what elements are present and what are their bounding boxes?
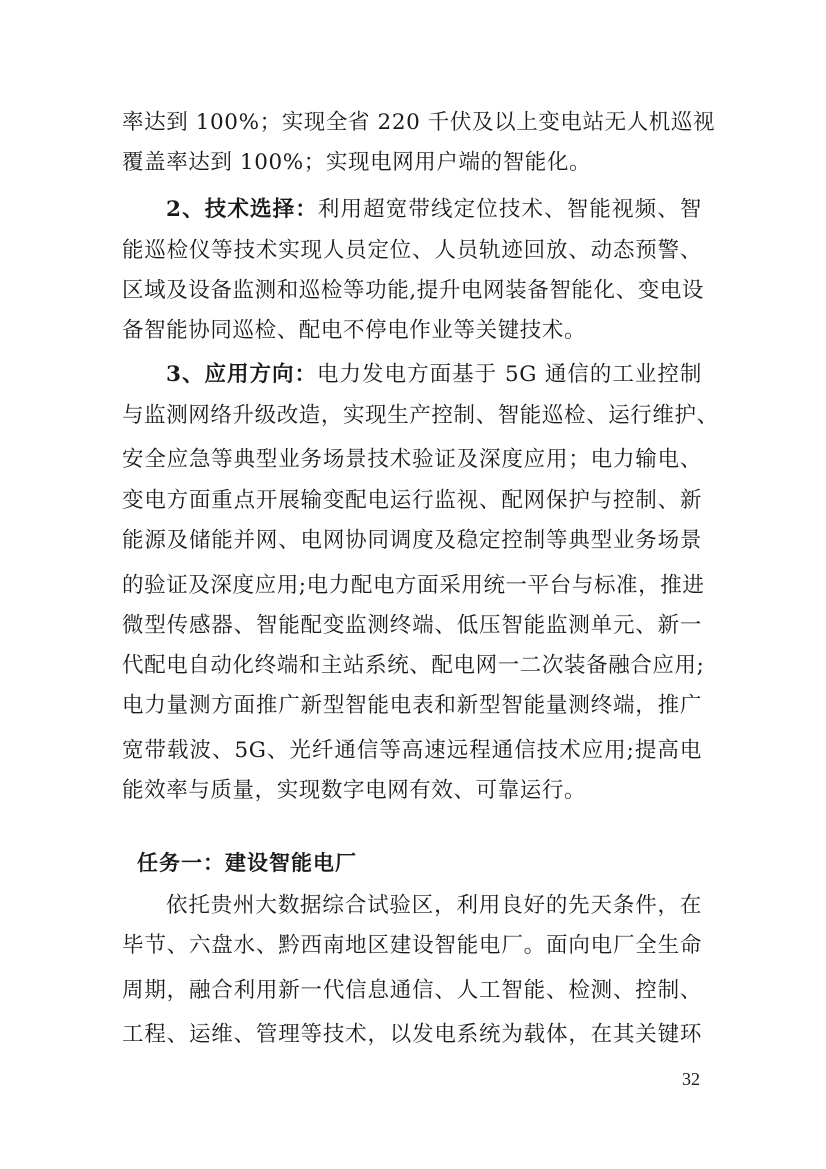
text-line: 工程、运维、管理等技术，以发电系统为载体，在其关键环 bbox=[122, 1022, 702, 1047]
text-line: 代配电自动化终端和主站系统、配电网一二次装备融合应用; bbox=[122, 653, 705, 678]
text-line: 电力量测方面推广新型智能电表和新型智能量测终端，推广 bbox=[122, 693, 702, 718]
paragraph-first-line: 依托贵州大数据综合试验区，利用良好的先天条件，在 bbox=[166, 893, 702, 918]
text-line: 安全应急等典型业务场景技术验证及深度应用；电力输电、 bbox=[122, 447, 702, 472]
text-line: 覆盖率达到 100%；实现电网用户端的智能化。 bbox=[122, 150, 592, 175]
text-line: 毕节、六盘水、黔西南地区建设智能电厂。面向电厂全生命 bbox=[122, 933, 702, 958]
paragraph-first-line bbox=[166, 361, 702, 389]
text-line: 能效率与质量，实现数字电网有效、可靠运行。 bbox=[122, 778, 587, 803]
text-line: 与监测网络升级改造，实现生产控制、智能巡检、运行维护、 bbox=[122, 403, 719, 428]
text-line: 率达到 100%；实现全省 220 千伏及以上变电站无人机巡视 bbox=[122, 110, 716, 135]
section-heading: 任务一：建设智能电厂 bbox=[137, 850, 357, 875]
text-line: 宽带载波、5G、光纤通信等高速远程通信技术应用;提高电 bbox=[122, 738, 702, 763]
text-line: 变电方面重点开展输变配电运行监视、配网保护与控制、新 bbox=[122, 488, 702, 513]
text-line: 的验证及深度应用;电力配电方面采用统一平台与标准，推进 bbox=[122, 573, 705, 598]
page-number: 32 bbox=[682, 1069, 700, 1089]
paragraph-first-line bbox=[166, 196, 702, 224]
text-line: 微型传感器、智能配变监测终端、低压智能监测单元、新一 bbox=[122, 613, 702, 638]
text-line: 备智能协同巡检、配电不停电作业等关键技术。 bbox=[122, 318, 587, 343]
text-line: 区域及设备监测和巡检等功能,提升电网装备智能化、变电设 bbox=[122, 278, 705, 303]
text-run: 利用超宽带线定位技术、智能视频、智 bbox=[317, 197, 702, 222]
text-line: 能源及储能并网、电网协同调度及稳定控制等典型业务场景 bbox=[122, 528, 702, 553]
text-run: 电力发电方面基于 5G 通信的工业控制 bbox=[317, 362, 702, 387]
item-label-application-direction: 3、应用方向： bbox=[166, 362, 318, 387]
item-label-tech-selection: 2、技术选择： bbox=[166, 197, 318, 222]
text-line: 能巡检仪等技术实现人员定位、人员轨迹回放、动态预警、 bbox=[122, 238, 702, 263]
text-line: 周期，融合利用新一代信息通信、人工智能、检测、控制、 bbox=[122, 978, 702, 1003]
